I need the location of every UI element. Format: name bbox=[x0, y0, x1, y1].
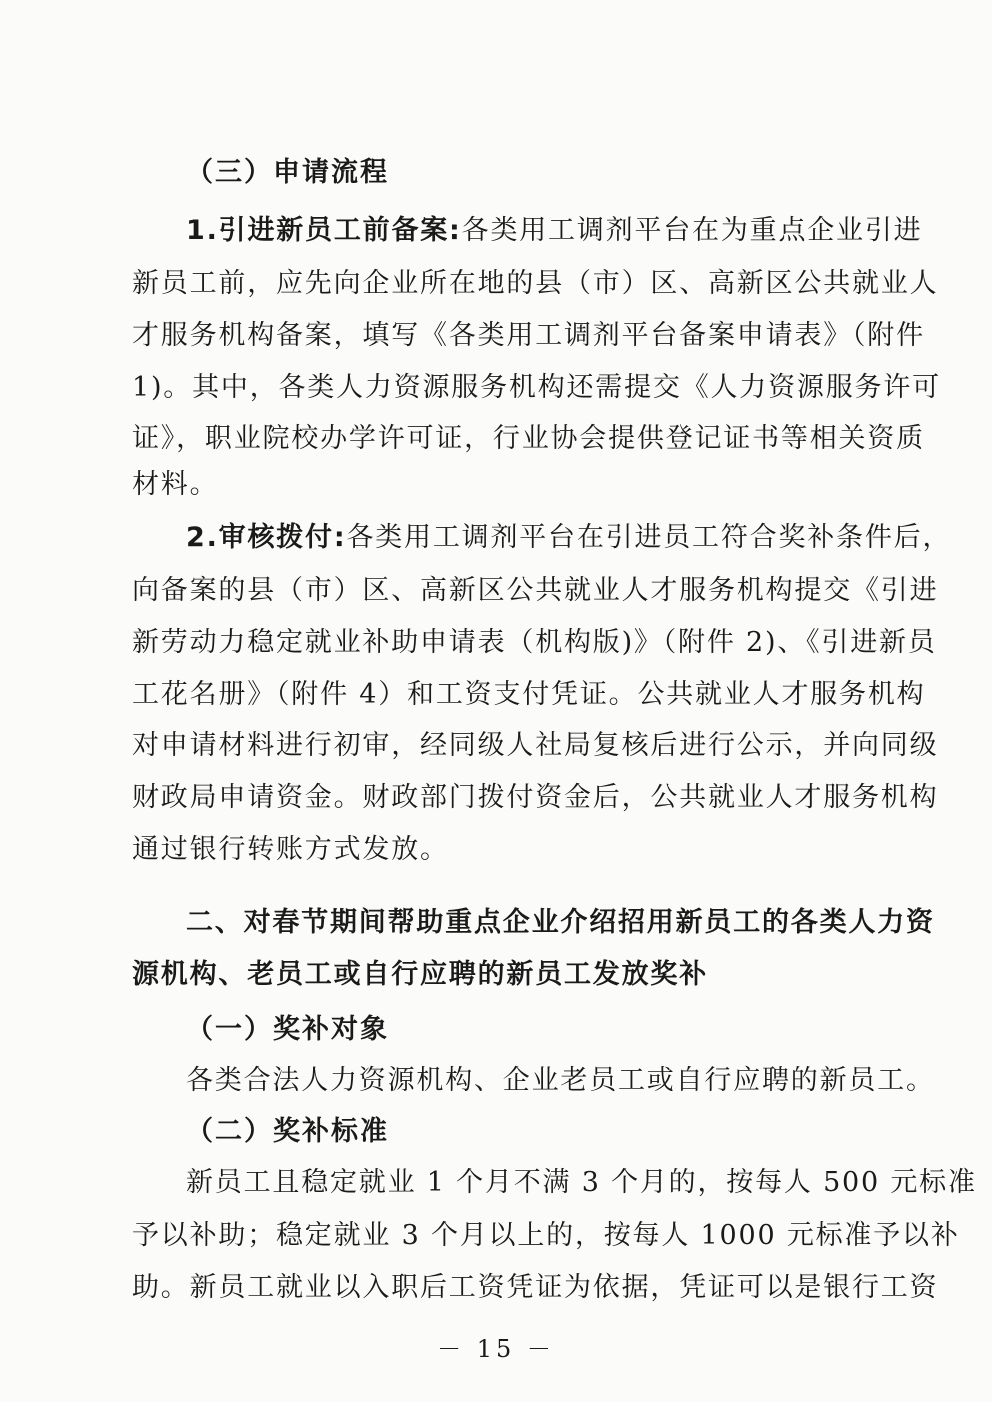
paragraph-line: 证》，职业院校办学许可证，行业协会提供登记证书等相关资质 bbox=[132, 423, 925, 454]
paragraph-line: 各类合法人力资源机构、企业老员工或自行应聘的新员工。 bbox=[186, 1065, 935, 1096]
item-text: 各类用工调剂平台在引进员工符合奖补条件后， bbox=[346, 522, 952, 553]
paragraph-line: 新员工前，应先向企业所在地的县（市）区、高新区公共就业人 bbox=[132, 268, 939, 299]
paragraph-line bbox=[186, 211, 923, 251]
section-heading-application-process: （三）申请流程 bbox=[186, 157, 389, 188]
paragraph-line: 财政局申请资金。财政部门拨付资金后，公共就业人才服务机构 bbox=[132, 782, 939, 813]
item-label: 2.审核拨付: bbox=[186, 522, 347, 553]
paragraph-line: 1)。其中，各类人力资源服务机构还需提交《人力资源服务许可 bbox=[132, 372, 941, 403]
paragraph-line: 向备案的县（市）区、高新区公共就业人才服务机构提交《引进 bbox=[132, 575, 939, 606]
paragraph-line: 材料。 bbox=[132, 469, 219, 500]
paragraph-line: 对申请材料进行初审，经同级人社局复核后进行公示，并向同级 bbox=[132, 730, 939, 761]
item-text: 各类用工调剂平台在为重点企业引进 bbox=[461, 215, 923, 246]
paragraph-line: 予以补助；稳定就业 3 个月以上的，按每人 1000 元标准予以补 bbox=[132, 1220, 960, 1251]
subsection-heading-targets: （一）奖补对象 bbox=[186, 1014, 389, 1045]
paragraph-line: 通过银行转账方式发放。 bbox=[132, 834, 449, 865]
subsection-heading-standards: （二）奖补标准 bbox=[186, 1116, 389, 1147]
paragraph-line: 新员工且稳定就业 1 个月不满 3 个月的，按每人 500 元标准 bbox=[186, 1167, 977, 1198]
paragraph-line: 新劳动力稳定就业补助申请表（机构版)》（附件 2)、《引进新员 bbox=[132, 627, 937, 658]
part-title-line: 源机构、老员工或自行应聘的新员工发放奖补 bbox=[132, 959, 708, 990]
paragraph-line: 助。新员工就业以入职后工资凭证为依据，凭证可以是银行工资 bbox=[132, 1272, 939, 1303]
paragraph-line bbox=[186, 518, 952, 558]
paragraph-line: 工花名册》（附件 4）和工资支付凭证。公共就业人才服务机构 bbox=[132, 679, 926, 710]
item-label: 1.引进新员工前备案: bbox=[186, 215, 462, 246]
part-title-line: 二、对春节期间帮助重点企业介绍招用新员工的各类人力资 bbox=[186, 907, 935, 938]
paragraph-line: 才服务机构备案，填写《各类用工调剂平台备案申请表》（附件 bbox=[132, 320, 925, 351]
page-number: － 15 － bbox=[437, 1335, 555, 1363]
